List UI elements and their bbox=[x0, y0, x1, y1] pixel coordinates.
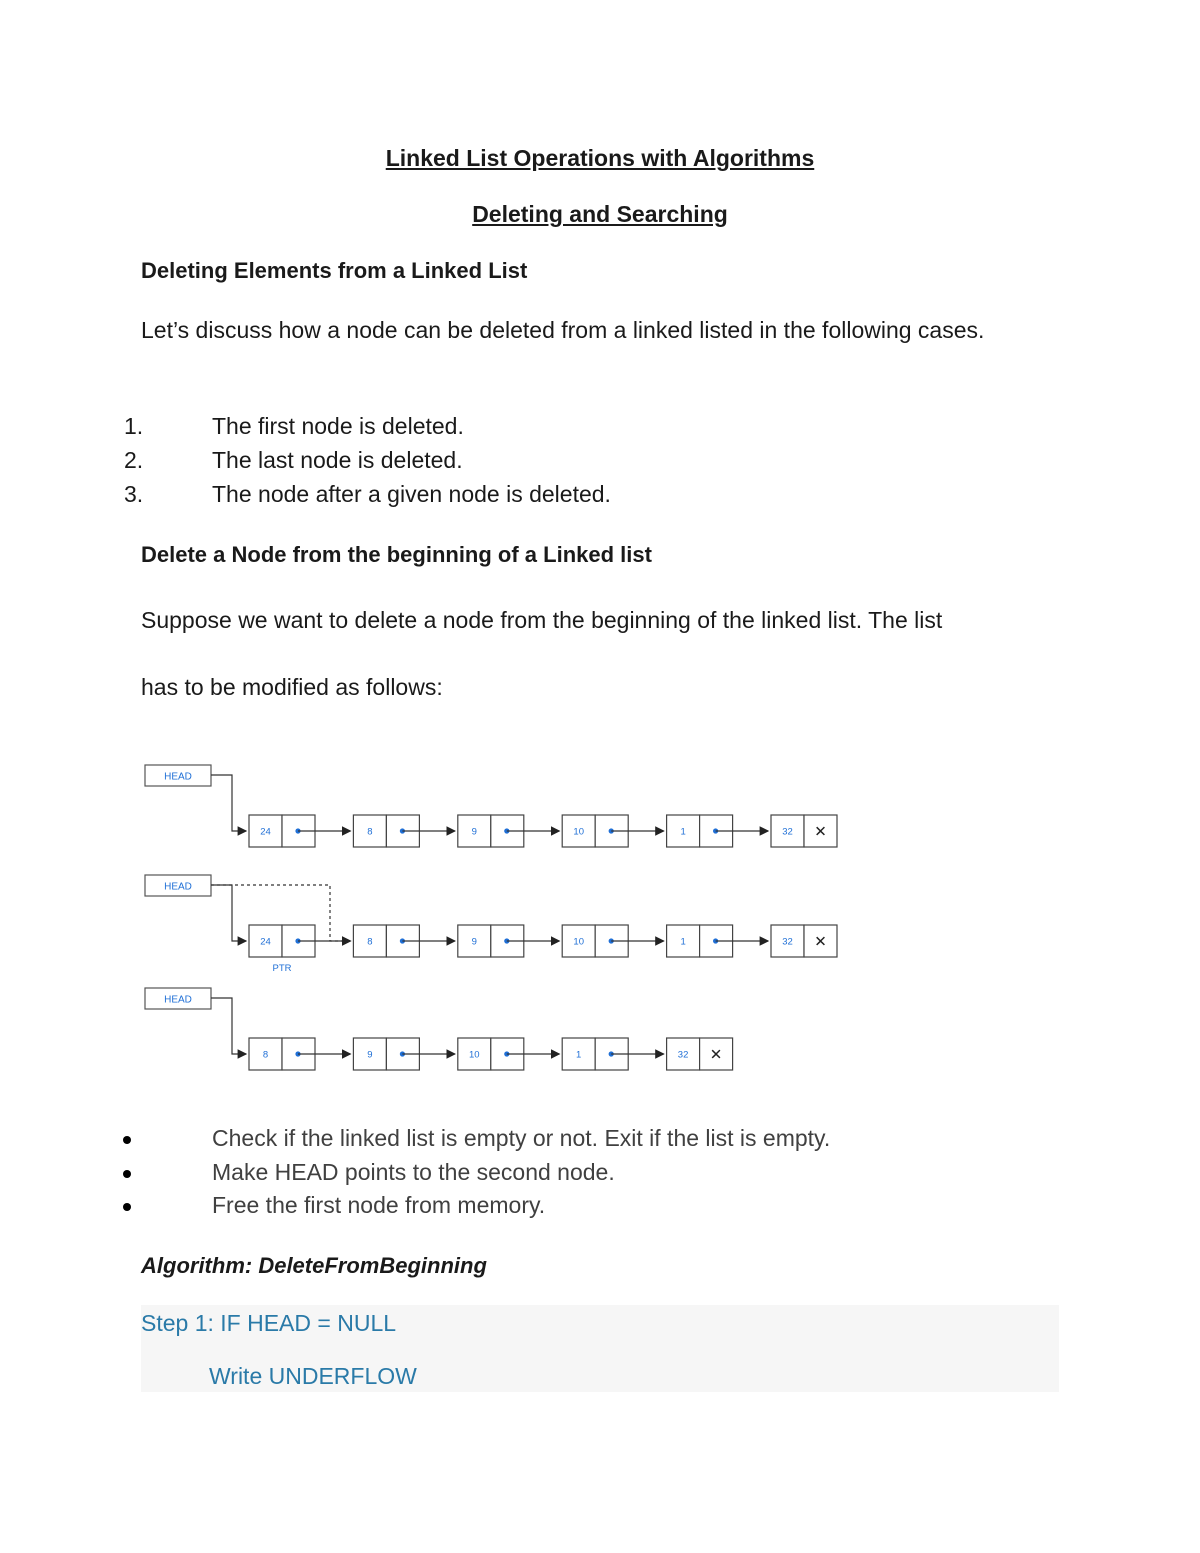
list-row bbox=[145, 875, 837, 974]
case-text: The first node is deleted. bbox=[212, 413, 464, 439]
case-text: The last node is deleted. bbox=[212, 447, 463, 473]
null-icon: ✕ bbox=[814, 823, 827, 841]
head-label: HEAD bbox=[164, 994, 192, 1006]
case-number: 3. bbox=[124, 481, 144, 507]
node-value: 10 bbox=[573, 936, 584, 948]
node-value: 24 bbox=[260, 936, 271, 948]
null-icon: ✕ bbox=[709, 1046, 723, 1064]
paragraph-line-1: Suppose we want to delete a node from the beginning of the linked list. The list bbox=[141, 607, 943, 633]
node-value: 9 bbox=[471, 826, 477, 838]
node-value: 8 bbox=[367, 936, 373, 948]
paragraph-line-2: has to be modified as follows: bbox=[141, 674, 443, 700]
code-line-2: Write UNDERFLOW bbox=[209, 1363, 417, 1389]
node-value: 8 bbox=[367, 826, 373, 838]
case-text: The node after a given node is deleted. bbox=[212, 481, 611, 507]
code-line-1: Step 1: IF HEAD = NULL bbox=[141, 1310, 397, 1336]
bullet-icon bbox=[123, 1136, 131, 1144]
head-pointer-line bbox=[211, 998, 246, 1054]
node-value: 10 bbox=[573, 826, 584, 838]
list-row bbox=[145, 988, 733, 1070]
null-icon: ✕ bbox=[814, 933, 827, 951]
case-number: 2. bbox=[124, 447, 144, 473]
case-number: 1. bbox=[124, 413, 144, 439]
intro-paragraph: Let’s discuss how a node can be deleted from a linked listed in the following cases. bbox=[141, 317, 985, 343]
node-value: 10 bbox=[469, 1049, 480, 1061]
node-value: 8 bbox=[262, 1049, 269, 1061]
node-value: 9 bbox=[471, 936, 477, 948]
head-pointer-line bbox=[211, 775, 246, 831]
head-label: HEAD bbox=[164, 881, 192, 893]
step-text: Free the first node from memory. bbox=[212, 1192, 546, 1218]
head-label: HEAD bbox=[164, 771, 192, 783]
node-value: 9 bbox=[367, 1049, 373, 1061]
document-title: Linked List Operations with Algorithms bbox=[385, 145, 815, 171]
node-value: 1 bbox=[680, 936, 686, 948]
node-value: 32 bbox=[782, 826, 793, 838]
node-value: 1 bbox=[680, 826, 686, 838]
algorithm-title: Algorithm: DeleteFromBeginning bbox=[141, 1253, 487, 1278]
node-value: 1 bbox=[576, 1049, 582, 1061]
bullet-icon bbox=[123, 1203, 131, 1211]
head-pointer-line bbox=[211, 885, 246, 941]
code-block bbox=[141, 1305, 1059, 1392]
subsection-heading: Delete a Node from the beginning of a Linked list bbox=[141, 542, 652, 567]
bullet-icon bbox=[123, 1170, 131, 1178]
document-subtitle: Deleting and Searching bbox=[472, 201, 728, 227]
step-text: Check if the linked list is empty or not. Exit if the list is empty. bbox=[212, 1125, 831, 1151]
list-row bbox=[145, 765, 837, 847]
step-text: Make HEAD points to the second node. bbox=[212, 1159, 615, 1185]
section-heading: Deleting Elements from a Linked List bbox=[141, 258, 528, 283]
node-value: 32 bbox=[677, 1049, 689, 1061]
node-value: 24 bbox=[260, 826, 271, 838]
node-value: 32 bbox=[782, 936, 793, 948]
ptr-label: PTR bbox=[272, 963, 292, 974]
